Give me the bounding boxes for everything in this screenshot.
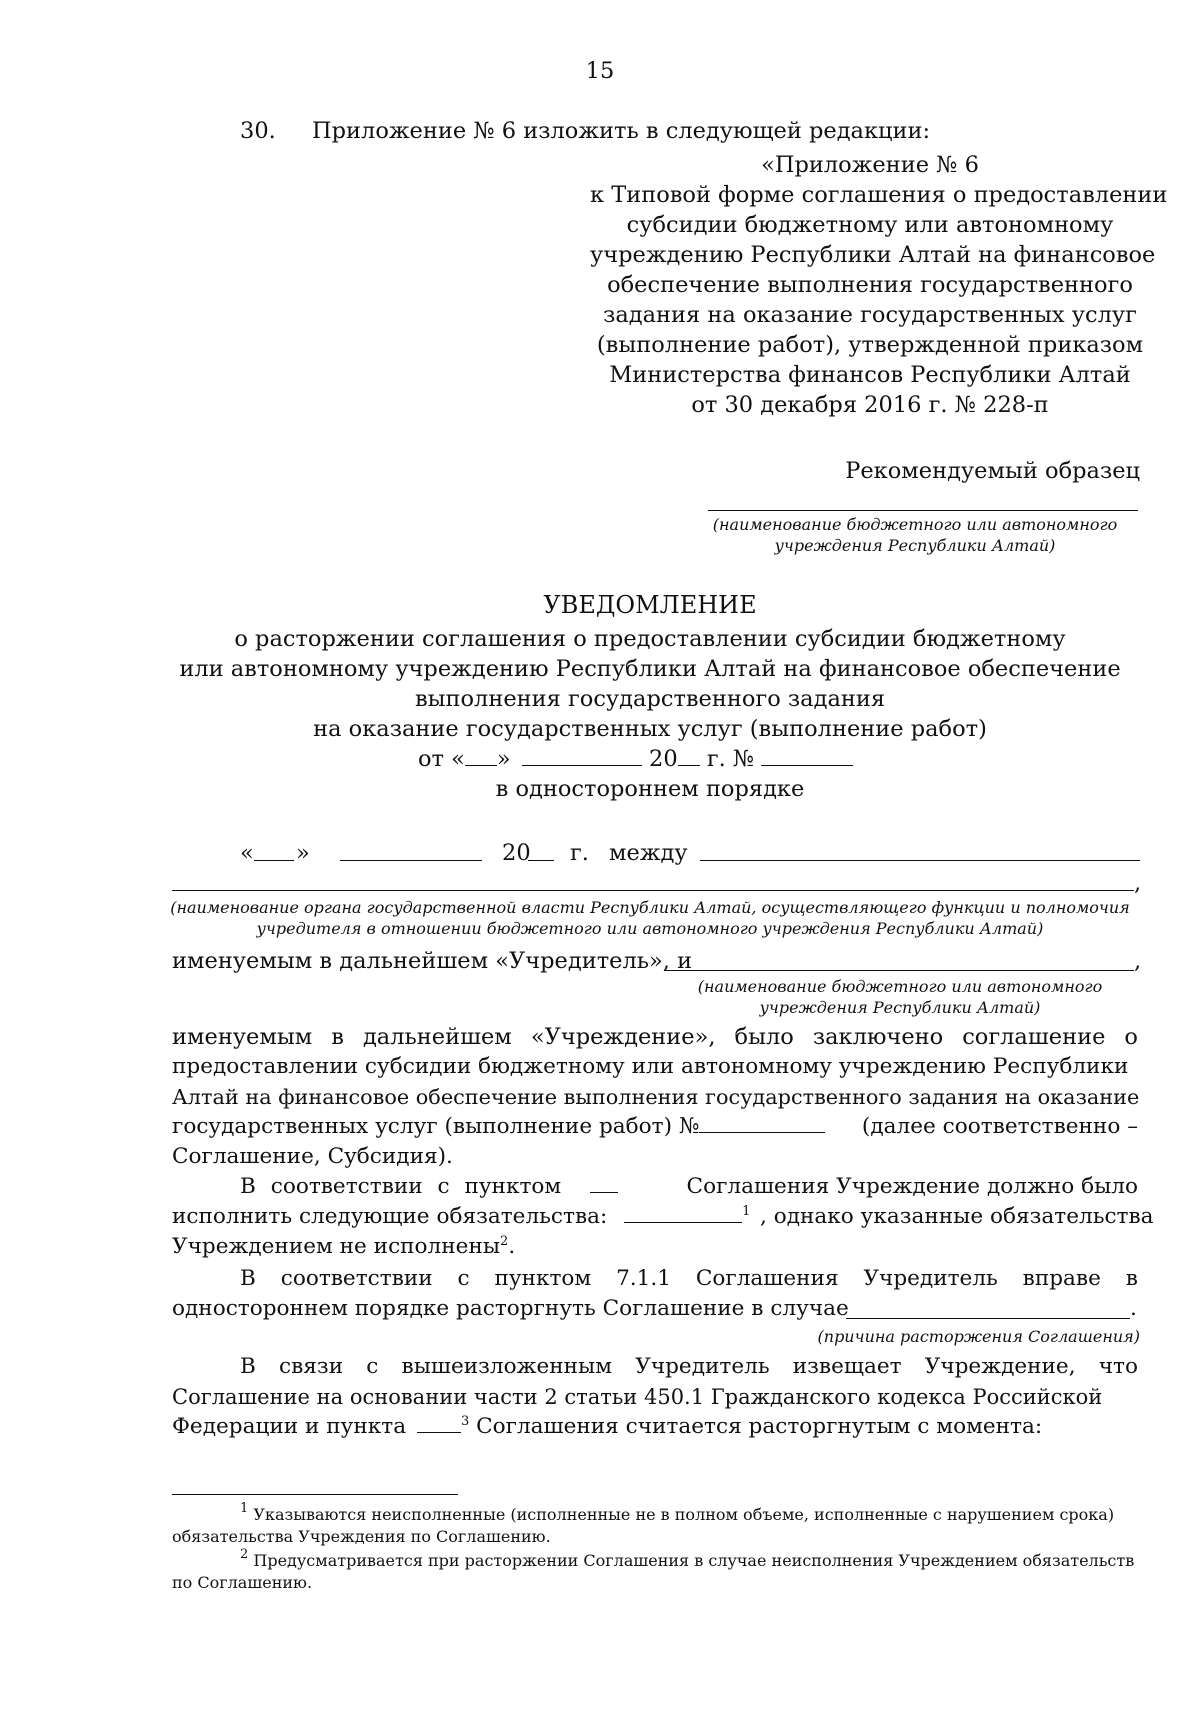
para2-line-end: , однако указанные обязательства	[760, 1204, 1154, 1229]
para4-text: Соглашения считается расторгнутым с момента:	[476, 1414, 1043, 1439]
para2-text: Учреждением не исполнены	[172, 1234, 501, 1259]
word: В	[240, 1266, 256, 1291]
word: вышеизложенным	[401, 1354, 613, 1379]
footnote-ref: 2	[500, 1234, 509, 1249]
appendix-header-line: к Типовой форме соглашения о предоставлении	[590, 182, 1168, 208]
word: соответствии	[280, 1266, 433, 1291]
word: связи	[279, 1354, 344, 1379]
date-close-quote: »	[496, 746, 511, 772]
clause-blank	[417, 1412, 461, 1433]
word: Учредитель	[635, 1354, 770, 1379]
appendix-header-line: учреждению Республики Алтай на финансовое	[590, 242, 1156, 268]
word: в	[331, 1024, 344, 1050]
para3-line: одностороннем порядке расторгнуть Соглашение в случае	[172, 1296, 849, 1321]
para2-line	[240, 1172, 632, 1202]
institution-caption: (наименование бюджетного или автономного	[712, 515, 1118, 534]
year-blank	[678, 745, 700, 766]
appendix-header-line: задания на оказание государственных услуг	[603, 302, 1137, 328]
para1-text: государственных услуг (выполнение работ) №	[172, 1114, 700, 1139]
appendix-header-line: обеспечение выполнения государственного	[607, 272, 1133, 298]
word: Учреждение,	[924, 1354, 1076, 1379]
footnote-text: Предусматривается при расторжении Соглашения в случае неисполнения Учреждением обязательств	[253, 1551, 1135, 1570]
para1-line: Соглашение, Субсидия).	[172, 1144, 453, 1169]
item-text: Приложение № 6 изложить в следующей редакции:	[312, 118, 931, 144]
notice-date-line	[418, 744, 853, 774]
institution-caption-2: (наименование бюджетного или автономного	[697, 977, 1103, 996]
para2-text: исполнить следующие обязательства:	[172, 1204, 608, 1229]
obligations-blank	[624, 1202, 742, 1223]
notice-subtitle-line: о расторжении соглашения о предоставлении субсидии бюджетному	[234, 626, 1066, 652]
para1-line	[172, 1022, 1138, 1052]
para4-text: Федерации и пункта	[172, 1414, 407, 1439]
between-label: между	[609, 840, 688, 866]
month-blank	[340, 860, 482, 861]
para2-line-end: Соглашения Учреждение должно было	[686, 1174, 1138, 1199]
clause-blank	[590, 1172, 618, 1193]
agreement-number-blank	[699, 1112, 825, 1133]
page-number: 15	[585, 58, 615, 84]
word: соглашение	[962, 1024, 1106, 1050]
word: о	[1124, 1024, 1138, 1050]
unilateral-label: в одностороннем порядке	[495, 776, 805, 802]
word: именуемым	[172, 1024, 313, 1050]
footnote-separator	[172, 1494, 458, 1495]
word: с	[366, 1354, 379, 1379]
word: что	[1098, 1354, 1138, 1379]
month-blank	[522, 745, 642, 766]
institution-caption-2: учреждения Республики Алтай)	[759, 998, 1041, 1017]
appendix-header-line: от 30 декабря 2016 г. № 228-п	[691, 392, 1049, 418]
footnote-mark: 1	[240, 1501, 249, 1516]
year-blank	[528, 860, 554, 861]
notice-title: УВЕДОМЛЕНИЕ	[543, 591, 757, 619]
word: В	[240, 1354, 256, 1379]
para2-line	[172, 1232, 515, 1262]
para2-text: .	[508, 1234, 516, 1259]
footnote-1	[240, 1501, 1115, 1526]
para4-line	[172, 1412, 1042, 1442]
para3-dot: .	[1130, 1296, 1137, 1321]
date-g-label: г. №	[706, 746, 755, 772]
between-g-label: г.	[570, 840, 589, 866]
number-blank	[761, 745, 853, 766]
hereinafter-founder: именуемым в дальнейшем «Учредитель», и	[172, 948, 693, 974]
word: пунктом	[494, 1266, 592, 1291]
institution-name-line	[708, 510, 1138, 511]
word: заключено	[812, 1024, 944, 1050]
founder-caption: учредителя в отношении бюджетного или автономного учреждения Республики Алтай)	[256, 919, 1044, 938]
between-open-quote: «	[240, 840, 254, 866]
word: вправе	[1022, 1266, 1101, 1291]
word: Учредитель	[863, 1266, 998, 1291]
year-prefix: 20	[649, 746, 678, 772]
footnote-mark: 2	[240, 1547, 249, 1562]
institution-name-blank	[664, 970, 1134, 971]
item-number: 30.	[240, 118, 276, 144]
appendix-header-line: (выполнение работ), утвержденной приказом	[596, 332, 1144, 358]
founder-name-blank-2	[172, 890, 1134, 891]
reason-blank	[846, 1318, 1130, 1319]
word: в	[1125, 1266, 1138, 1291]
word: «Учреждение»,	[530, 1024, 716, 1050]
para2-line	[172, 1202, 750, 1232]
institution-caption: учреждения Республики Алтай)	[774, 536, 1056, 555]
appendix-header-line: «Приложение № 6	[761, 152, 979, 178]
date-from-label: от «	[418, 746, 465, 772]
footnote-2	[240, 1547, 1135, 1572]
word: 7.1.1	[616, 1266, 672, 1291]
notice-subtitle-line: или автономному учреждению Республики Алтай на финансовое обеспечение	[179, 656, 1121, 682]
footnote-ref: 3	[460, 1414, 470, 1429]
institution-comma: ,	[1134, 948, 1142, 974]
word: извещает	[792, 1354, 902, 1379]
recommended-sample: Рекомендуемый образец	[845, 458, 1140, 484]
word: с	[457, 1266, 470, 1291]
founder-comma: ,	[1134, 870, 1142, 896]
para1-line: Алтай на финансовое обеспечение выполнения государственного задания на оказание	[172, 1085, 1140, 1109]
para4-line	[240, 1352, 1138, 1382]
founder-caption: (наименование органа государственной власти Республики Алтай, осуществляющего функции и полномочия	[170, 898, 1130, 917]
word: Соглашения	[695, 1266, 839, 1291]
para2-text: В соответствии с пунктом	[240, 1174, 562, 1199]
footnote-ref: 1	[742, 1204, 751, 1219]
between-close-quote: »	[296, 840, 310, 866]
notice-subtitle-line: на оказание государственных услуг (выполнение работ)	[313, 716, 987, 742]
footnote-text: Указываются неисполненные (исполненные не в полном объеме, исполненные с нарушением срока)	[253, 1505, 1115, 1524]
word: было	[734, 1024, 794, 1050]
para3-line	[240, 1264, 1138, 1294]
footnote-2-cont: по Соглашению.	[172, 1573, 313, 1592]
notice-subtitle-line: выполнения государственного задания	[414, 686, 886, 712]
reason-caption: (причина расторжения Соглашения)	[817, 1327, 1140, 1346]
para1-line-end: (далее соответственно –	[861, 1114, 1138, 1139]
footnote-1-cont: обязательства Учреждения по Соглашению.	[172, 1527, 551, 1546]
between-year-prefix: 20	[502, 840, 531, 866]
day-blank	[465, 745, 497, 766]
para1-line: предоставлении субсидии бюджетному или автономному учреждению Республики	[172, 1054, 1129, 1079]
appendix-header-line: Министерства финансов Республики Алтай	[609, 362, 1131, 388]
word: дальнейшем	[362, 1024, 512, 1050]
para4-line: Соглашение на основании части 2 статьи 450.1 Гражданского кодекса Российской	[172, 1385, 1103, 1409]
founder-name-blank	[700, 860, 1140, 861]
para1-line	[172, 1112, 825, 1142]
appendix-header-line: субсидии бюджетному или автономному	[626, 212, 1114, 238]
day-blank	[254, 860, 294, 861]
